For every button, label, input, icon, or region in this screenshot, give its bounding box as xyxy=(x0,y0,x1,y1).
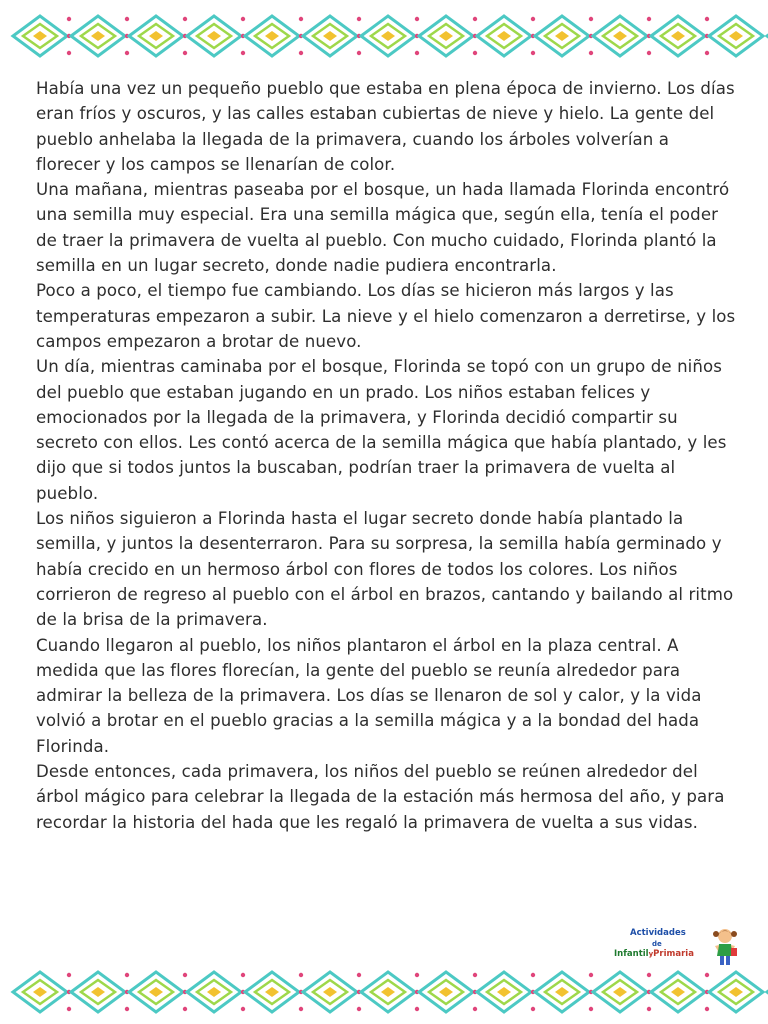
border-dot xyxy=(415,17,419,21)
border-dot xyxy=(241,17,245,21)
logo-line-1: Actividades xyxy=(630,928,686,938)
border-dot xyxy=(357,17,361,21)
border-dot xyxy=(67,1007,71,1011)
border-diamond-center xyxy=(613,31,627,41)
border-diamond-center xyxy=(91,31,105,41)
story-paragraph-2: Una mañana, mientras paseaba por el bosque, un hada llamada Florinda encontró una semilla muy especial. Era una semilla mágica que, según ella, tenía el poder de traer la primavera de vuelta al pueblo. Con mucho cuidado, Florinda plantó la semilla en un lugar secreto, donde nadie pudiera encontrarla. xyxy=(36,180,730,276)
border-dot xyxy=(473,1007,477,1011)
border-diamond-center xyxy=(33,987,47,997)
border-diamond-center xyxy=(323,31,337,41)
story-text xyxy=(36,76,736,835)
border-diamond-center xyxy=(323,987,337,997)
border-diamond-center xyxy=(439,987,453,997)
logo-word-primaria: Primaria xyxy=(653,949,694,959)
border-dot xyxy=(589,1007,593,1011)
border-diamond-center xyxy=(613,987,627,997)
border-dot xyxy=(183,1007,187,1011)
border-diamond-center xyxy=(91,987,105,997)
border-diamond-center xyxy=(555,31,569,41)
border-diamond-center xyxy=(497,987,511,997)
border-diamond-center xyxy=(729,987,743,997)
border-dot xyxy=(415,51,419,55)
story-paragraph-1: Había una vez un pequeño pueblo que estaba en plena época de invierno. Los días eran fríos y oscuros, y las calles estaban cubiertas de nieve y hielo. La gente del pueblo anhelaba la llegada de la primavera, cuando los árboles volverían a florecer y los campos se llenarían de color. xyxy=(36,79,735,174)
border-diamond-center xyxy=(729,31,743,41)
story-paragraph-7: Desde entonces, cada primavera, los niños del pueblo se reúnen alrededor del árbol mágico para celebrar la llegada de la estación más hermosa del año, y para recordar la historia del hada que les regaló la primavera de vuelta a sus vidas. xyxy=(36,762,725,832)
border-dot xyxy=(67,51,71,55)
border-dot xyxy=(125,51,129,55)
border-dot xyxy=(241,973,245,977)
border-dot xyxy=(241,1007,245,1011)
border-dot xyxy=(705,17,709,21)
border-dot xyxy=(241,51,245,55)
border-diamond-center xyxy=(555,987,569,997)
border-dot xyxy=(67,17,71,21)
border-dot xyxy=(183,51,187,55)
border-dot xyxy=(589,51,593,55)
border-dot xyxy=(415,1007,419,1011)
border-diamond-center xyxy=(265,987,279,997)
border-dot xyxy=(299,17,303,21)
border-dot xyxy=(183,973,187,977)
logo-word-y: y xyxy=(648,950,654,958)
logo-line-3 xyxy=(614,949,694,959)
border-diamond-center xyxy=(149,987,163,997)
border-diamond-center xyxy=(497,31,511,41)
border-diamond-center xyxy=(207,987,221,997)
border-dot xyxy=(647,973,651,977)
border-dot xyxy=(531,17,535,21)
border-dot xyxy=(647,1007,651,1011)
border-dot xyxy=(589,973,593,977)
border-dot xyxy=(705,1007,709,1011)
border-dot xyxy=(357,973,361,977)
bottom-decorative-border xyxy=(0,962,768,1022)
border-dot xyxy=(67,973,71,977)
border-dot xyxy=(647,17,651,21)
story-paragraph-5: Los niños siguieron a Florinda hasta el lugar secreto donde había plantado la semilla, y juntos la desenterraron. Para su sorpresa, la semilla había germinado y había crecido en un hermoso árbol con flores de todos los colores. Los niños corrieron de regreso al pueblo con el árbol en brazos, cantando y bailando al ritmo de la brisa de la primavera. xyxy=(36,509,734,630)
border-dot xyxy=(125,1007,129,1011)
border-dot xyxy=(473,17,477,21)
logo-line-2: de xyxy=(652,940,662,948)
story-paragraph-4: Un día, mientras caminaba por el bosque, Florinda se topó con un grupo de niños del pueblo que estaban jugando en un prado. Los niños estaban felices y emocionados por la llegada de la primavera, y Florinda decidió compartir su secreto con ellos. Les contó acerca de la semilla mágica que había plantado, y les dijo que si todos juntos la buscaban, podrían traer la primavera de vuelta al pueblo. xyxy=(36,357,727,503)
border-diamond-center xyxy=(207,31,221,41)
border-dot xyxy=(531,1007,535,1011)
border-diamond-center xyxy=(149,31,163,41)
story-paragraph-3: Poco a poco, el tiempo fue cambiando. Los días se hicieron más largos y las temperaturas empezaron a subir. La nieve y el hielo comenzaron a derretirse, y los campos empezaron a brotar de nuevo. xyxy=(36,281,736,351)
border-diamond-center xyxy=(381,31,395,41)
logo-word-infantil: Infantil xyxy=(614,949,649,959)
border-dot xyxy=(415,973,419,977)
top-decorative-border xyxy=(0,6,768,66)
border-diamond-center xyxy=(439,31,453,41)
border-dot xyxy=(125,17,129,21)
border-diamond-center xyxy=(381,987,395,997)
border-dot xyxy=(531,51,535,55)
border-diamond-center xyxy=(265,31,279,41)
border-dot xyxy=(531,973,535,977)
border-dot xyxy=(473,51,477,55)
border-dot xyxy=(705,51,709,55)
border-dot xyxy=(299,1007,303,1011)
border-dot xyxy=(357,51,361,55)
border-diamond-center xyxy=(671,31,685,41)
story-paragraph-6: Cuando llegaron al pueblo, los niños plantaron el árbol en la plaza central. A medida que las flores florecían, la gente del pueblo se reunía alrededor para admirar la belleza de la primavera. Los días se llenaron de sol y calor, y la vida volvió a brotar en el pueblo gracias a la semilla mágica y a la bondad del hada Florinda. xyxy=(36,635,702,756)
border-dot xyxy=(299,51,303,55)
border-dot xyxy=(125,973,129,977)
border-diamond-center xyxy=(671,987,685,997)
border-dot xyxy=(299,973,303,977)
border-dot xyxy=(647,51,651,55)
border-dot xyxy=(183,17,187,21)
border-dot xyxy=(473,973,477,977)
border-dot xyxy=(589,17,593,21)
border-dot xyxy=(357,1007,361,1011)
border-dot xyxy=(705,973,709,977)
border-diamond-center xyxy=(33,31,47,41)
